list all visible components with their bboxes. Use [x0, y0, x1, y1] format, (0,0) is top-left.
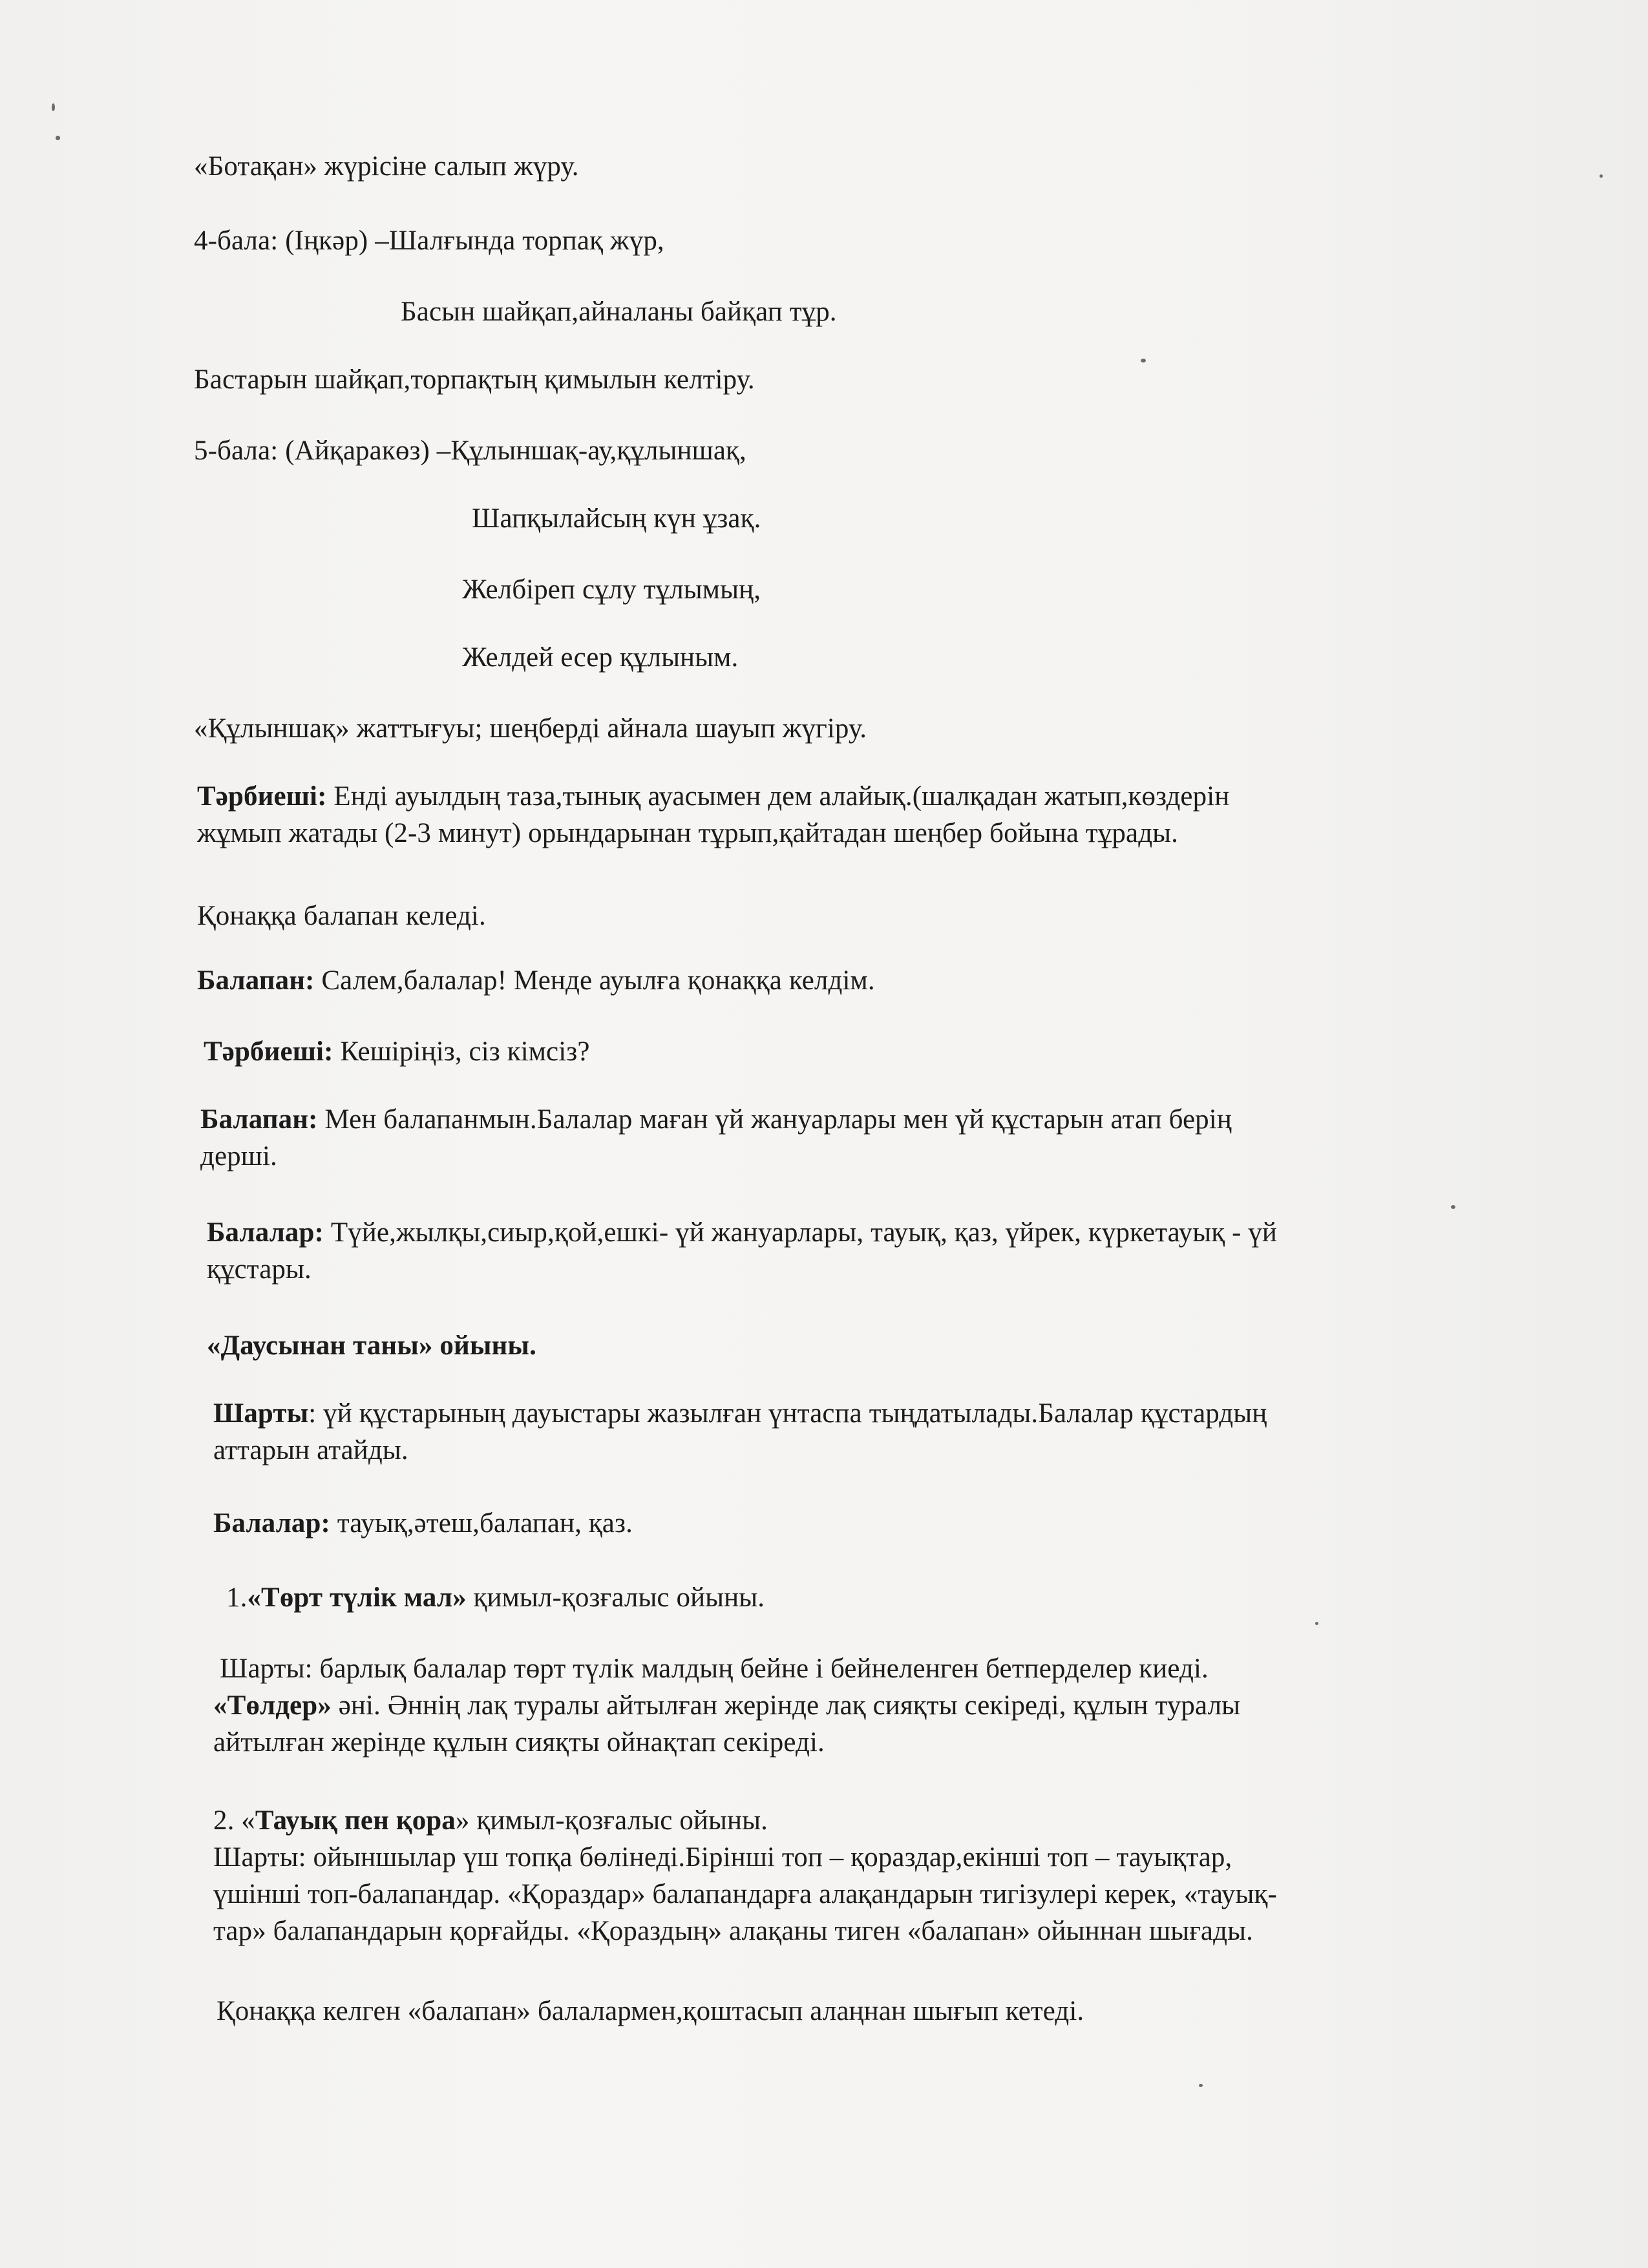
scan-speck: [1315, 1622, 1318, 1625]
text-run: » қимыл-қозғалыс ойыны.: [455, 1805, 768, 1836]
text-line: [401, 294, 837, 330]
text-line: [197, 779, 1229, 815]
bold-text: «Төлдер»: [213, 1690, 332, 1721]
text-line: [213, 1913, 1253, 1949]
text-line: [194, 362, 755, 398]
text-line: [207, 1252, 312, 1288]
text-line: [213, 1396, 1267, 1432]
bold-text: «Даусынан таны» ойыны.: [207, 1330, 536, 1361]
text-run: Шапқылайсың күн ұзақ.: [472, 503, 761, 534]
text-run: Басын шайқап,айналаны байқап тұр.: [401, 297, 837, 327]
text-run: Шарты: барлық балалар төрт түлік малдың бейне і бейнеленген бетперделер киеді.: [220, 1654, 1209, 1684]
bold-text: «Төрт түлік мал»: [247, 1582, 467, 1613]
text-line: [213, 1506, 633, 1542]
text-run: Түйе,жылқы,сиыр,қой,ешкі- үй жануарлары, тауық, қаз, үйрек, күркетауық - үй: [323, 1217, 1278, 1248]
scan-speck: [1600, 174, 1603, 178]
text-run: жұмып жатады (2-3 минут) орындарынан тұрып,қайтадан шеңбер бойына тұрады.: [197, 818, 1179, 848]
text-line: [207, 1328, 536, 1364]
bold-text: Шарты: [213, 1398, 309, 1429]
text-line: [194, 149, 579, 185]
bold-text: Балалар:: [207, 1217, 324, 1248]
text-line: [200, 1102, 1232, 1138]
text-line: [194, 711, 867, 747]
text-line: [217, 1993, 1084, 2030]
text-line: [213, 1803, 768, 1839]
text-run: қимыл-қозғалыс ойыны.: [466, 1582, 765, 1613]
text-run: Желдей есер құлыным.: [462, 642, 739, 673]
text-run: 1.: [226, 1582, 248, 1613]
text-line: [213, 1688, 1240, 1724]
text-line: [472, 501, 761, 537]
text-run: Қонаққа келген «балапан» балалармен,қоштасып алаңнан шығып кетеді.: [217, 1996, 1084, 2026]
bold-text: Балалар:: [213, 1508, 330, 1538]
bold-text: Тәрбиеші:: [197, 781, 327, 812]
text-run: Бастарын шайқап,торпақтың қимылын келтіру.: [194, 364, 755, 395]
text-run: «Құлыншақ» жаттығуы; шеңберді айнала шауып жүгіру.: [194, 713, 867, 744]
text-run: 2. «: [213, 1805, 255, 1836]
text-line: [226, 1580, 765, 1616]
text-line: [462, 572, 761, 608]
text-run: Кешіріңіз, сіз кімсіз?: [333, 1036, 590, 1067]
text-run: Салем,балалар! Менде ауылға қонаққа келдім.: [314, 965, 875, 996]
text-line: [213, 1876, 1277, 1913]
text-line: [207, 1215, 1277, 1251]
text-run: «Ботақан» жүрісіне салып жүру.: [194, 151, 579, 182]
text-line: [213, 1840, 1232, 1876]
bold-text: Тәрбиеші:: [204, 1036, 333, 1067]
text-run: үшінші топ-балапандар. «Қораздар» балапандарға алақандарын тигізулері керек, «тауық-: [213, 1879, 1277, 1909]
scan-speck: [56, 136, 60, 140]
text-run: Қонаққа балапан келеді.: [197, 901, 486, 931]
text-run: дерші.: [200, 1141, 277, 1171]
text-run: Енді ауылдың таза,тынық ауасымен дем алайық.(шалқадан жатып,көздерін: [326, 781, 1230, 812]
text-line: [462, 640, 738, 676]
text-run: құстары.: [207, 1254, 312, 1285]
text-line: [194, 433, 746, 469]
text-run: 4-бала: (Іңкәр) –Шалғында торпақ жүр,: [194, 226, 664, 256]
text-line: [204, 1034, 590, 1070]
text-run: 5-бала: (Айқаракөз) –Құлыншақ-ау,құлыншақ,: [194, 436, 746, 466]
text-line: [220, 1651, 1209, 1687]
text-run: Мен балапанмын.Балалар маған үй жануарлары мен үй құстарын атап берің: [317, 1104, 1232, 1135]
text-line: [213, 1725, 825, 1761]
bold-text: Балапан:: [200, 1104, 318, 1135]
text-run: әні. Әннің лақ туралы айтылған жерінде лақ сияқты секіреді, құлын туралы: [331, 1690, 1241, 1721]
scan-speck: [1199, 2084, 1203, 2087]
text-run: айтылған жерінде құлын сияқты ойнақтап секіреді.: [213, 1727, 825, 1758]
scan-speck: [1451, 1205, 1455, 1209]
text-line: [197, 898, 486, 934]
text-run: тар» балапандарын қорғайды. «Қораздың» алақаны тиген «балапан» ойыннан шығады.: [213, 1916, 1253, 1946]
text-line: [200, 1139, 277, 1175]
bold-text: Тауық пен қора: [255, 1805, 456, 1836]
text-run: аттарын атайды.: [213, 1435, 408, 1465]
scan-speck: [52, 103, 55, 111]
text-line: [197, 963, 875, 999]
text-run: тауық,әтеш,балапан, қаз.: [330, 1508, 633, 1538]
text-line: [213, 1433, 408, 1469]
bold-text: Балапан:: [197, 965, 315, 996]
text-run: Шарты: ойыншылар үш топқа бөлінеді.Бірінші топ – қораздар,екінші топ – тауықтар,: [213, 1842, 1232, 1873]
scan-speck: [1141, 359, 1146, 362]
text-run: : үй құстарының дауыстары жазылған үнтаспа тыңдатылады.Балалар құстардың: [308, 1398, 1267, 1429]
text-line: [194, 223, 664, 259]
text-line: [197, 815, 1178, 852]
text-run: Желбіреп сұлу тұлымың,: [462, 574, 761, 605]
